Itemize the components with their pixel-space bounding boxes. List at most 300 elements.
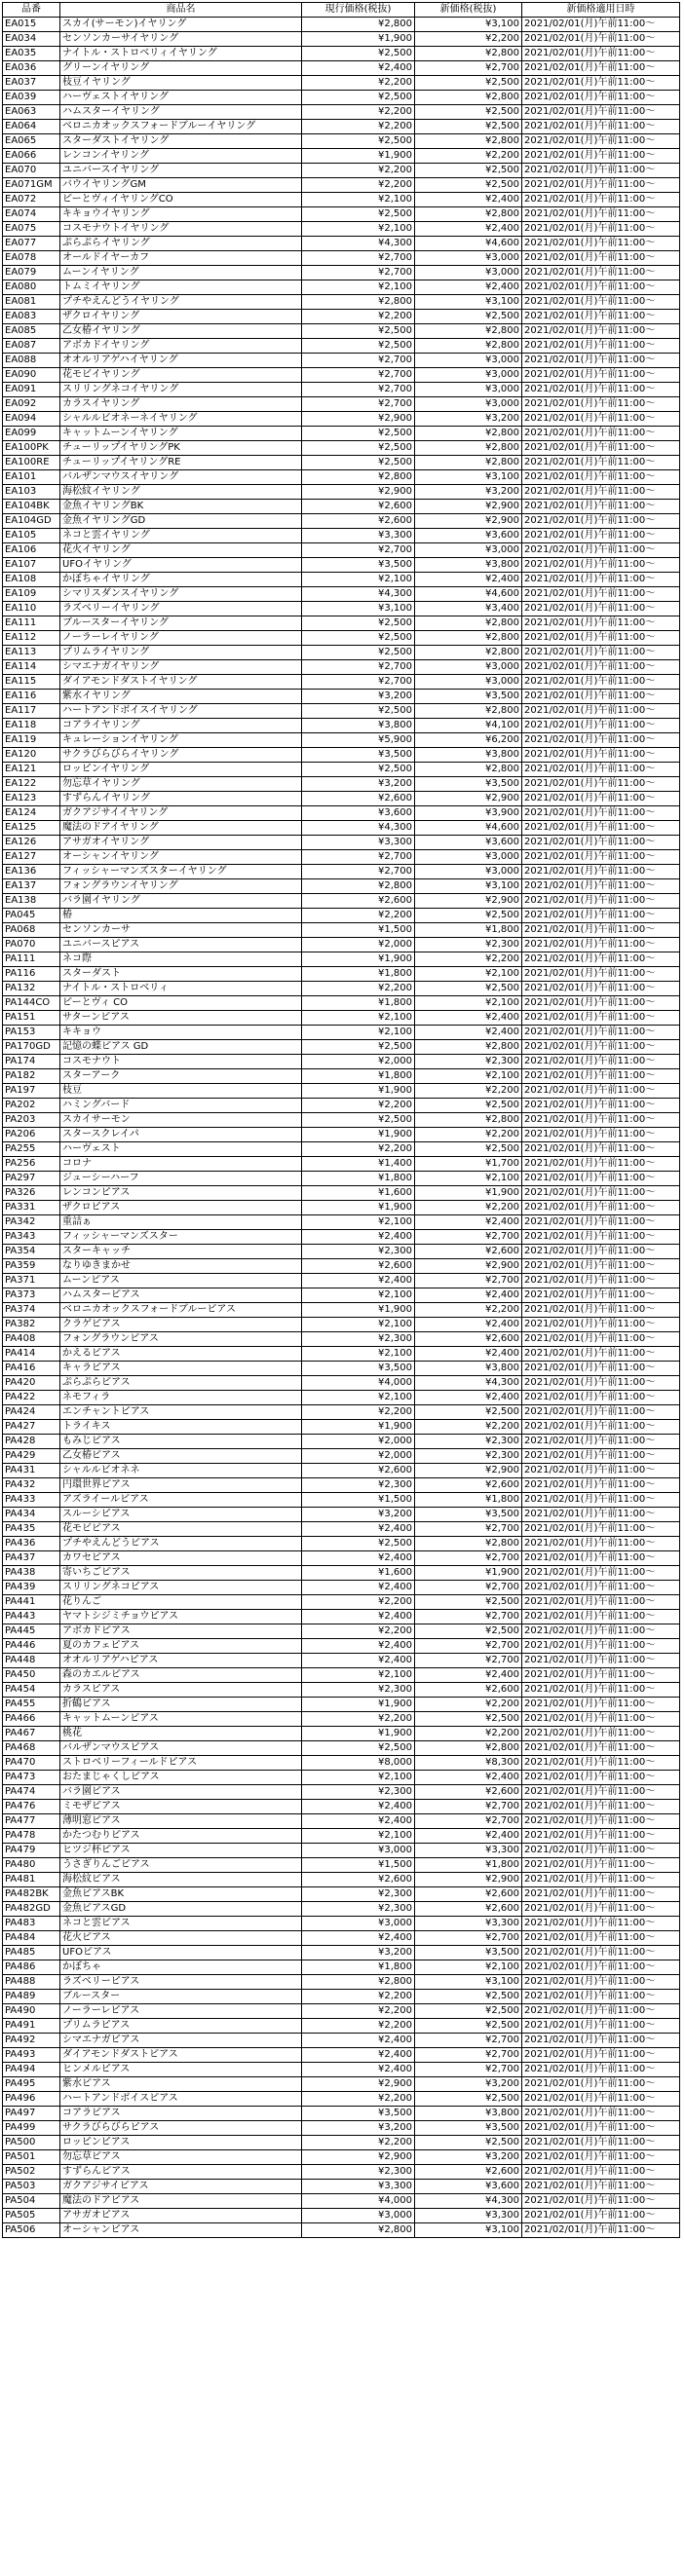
product-code: PA342	[3, 1215, 60, 1230]
new-price: ¥2,300	[415, 1055, 522, 1069]
current-price: ¥2,400	[302, 1814, 415, 1829]
new-price: ¥2,500	[415, 2136, 522, 2150]
product-code: PA326	[3, 1186, 60, 1201]
table-row	[3, 1303, 680, 1318]
effective-date: 2021/02/01(月)午前11:00～	[522, 631, 680, 646]
new-price: ¥3,200	[415, 2150, 522, 2165]
table-row	[3, 1814, 680, 1829]
table-row	[3, 894, 680, 909]
new-price: ¥2,700	[415, 2034, 522, 2048]
product-name: ハートアンドボイスピアス	[60, 2092, 302, 2107]
product-code: EA125	[3, 821, 60, 836]
product-name: バウイヤリングGM	[60, 178, 302, 193]
table-row	[3, 2063, 680, 2077]
new-price: ¥2,600	[415, 1902, 522, 1917]
product-name: 金魚ピアスBK	[60, 1887, 302, 1902]
product-name: フォングラウンイヤリング	[60, 879, 302, 894]
table-row	[3, 1975, 680, 1990]
product-name: スターダスト	[60, 967, 302, 982]
effective-date: 2021/02/01(月)午前11:00～	[522, 1113, 680, 1128]
table-row	[3, 1771, 680, 1785]
product-code: EA115	[3, 675, 60, 690]
product-name: コスモナウトイヤリング	[60, 222, 302, 237]
product-code: PA408	[3, 1332, 60, 1347]
product-code: EA114	[3, 660, 60, 675]
product-name: スターアーク	[60, 1069, 302, 1084]
current-price: ¥1,900	[302, 1727, 415, 1741]
product-name: センソンカーサ	[60, 923, 302, 938]
product-code: PA467	[3, 1727, 60, 1741]
product-name: ハートアンドボイスイヤリング	[60, 704, 302, 719]
new-price: ¥2,500	[415, 1405, 522, 1420]
table-row	[3, 1084, 680, 1099]
product-code: PA490	[3, 2004, 60, 2019]
new-price: ¥1,900	[415, 1566, 522, 1581]
effective-date: 2021/02/01(月)午前11:00～	[522, 251, 680, 266]
effective-date: 2021/02/01(月)午前11:00～	[522, 500, 680, 514]
new-price: ¥2,700	[415, 1230, 522, 1245]
effective-date: 2021/02/01(月)午前11:00～	[522, 383, 680, 397]
product-code: EA105	[3, 529, 60, 543]
current-price: ¥3,600	[302, 806, 415, 821]
product-name: ガクアジサイイヤリング	[60, 806, 302, 821]
new-price: ¥3,000	[415, 368, 522, 383]
product-name: ハミングバード	[60, 1099, 302, 1113]
current-price: ¥2,400	[302, 1522, 415, 1537]
new-price: ¥2,500	[415, 1099, 522, 1113]
table-row	[3, 1478, 680, 1493]
effective-date: 2021/02/01(月)午前11:00～	[522, 1391, 680, 1405]
new-price: ¥2,500	[415, 1624, 522, 1639]
new-price: ¥2,900	[415, 500, 522, 514]
effective-date: 2021/02/01(月)午前11:00～	[522, 573, 680, 587]
product-code: EA100RE	[3, 456, 60, 470]
new-price: ¥2,700	[415, 1581, 522, 1595]
effective-date: 2021/02/01(月)午前11:00～	[522, 485, 680, 500]
product-code: PA373	[3, 1288, 60, 1303]
effective-date: 2021/02/01(月)午前11:00～	[522, 193, 680, 207]
new-price: ¥2,500	[415, 164, 522, 178]
new-price: ¥2,400	[415, 1829, 522, 1844]
current-price: ¥2,300	[302, 1887, 415, 1902]
product-name: アボカドピアス	[60, 1624, 302, 1639]
new-price: ¥2,500	[415, 2092, 522, 2107]
current-price: ¥2,200	[302, 2004, 415, 2019]
effective-date: 2021/02/01(月)午前11:00～	[522, 923, 680, 938]
table-row	[3, 1917, 680, 1931]
current-price: ¥2,500	[302, 456, 415, 470]
new-price: ¥2,600	[415, 1887, 522, 1902]
new-price: ¥2,400	[415, 1288, 522, 1303]
product-name: 乙女椿イヤリング	[60, 324, 302, 339]
table-row	[3, 1405, 680, 1420]
product-name: うさぎりんごピアス	[60, 1858, 302, 1873]
effective-date: 2021/02/01(月)午前11:00～	[522, 1917, 680, 1931]
effective-date: 2021/02/01(月)午前11:00～	[522, 777, 680, 792]
table-row	[3, 1873, 680, 1887]
table-row	[3, 2107, 680, 2121]
new-price: ¥2,600	[415, 1683, 522, 1698]
table-row	[3, 938, 680, 952]
table-row	[3, 2194, 680, 2209]
effective-date: 2021/02/01(月)午前11:00～	[522, 1756, 680, 1771]
current-price: ¥2,100	[302, 1347, 415, 1362]
current-price: ¥2,500	[302, 1537, 415, 1551]
table-row	[3, 1727, 680, 1741]
header-effective-date: 新価格適用日時	[522, 3, 680, 18]
product-name: ザクロピアス	[60, 1201, 302, 1215]
table-row	[3, 368, 680, 383]
current-price: ¥2,300	[302, 2165, 415, 2180]
current-price: ¥2,500	[302, 207, 415, 222]
effective-date: 2021/02/01(月)午前11:00～	[522, 1230, 680, 1245]
effective-date: 2021/02/01(月)午前11:00～	[522, 266, 680, 280]
new-price: ¥2,600	[415, 1785, 522, 1800]
effective-date: 2021/02/01(月)午前11:00～	[522, 2063, 680, 2077]
new-price: ¥2,500	[415, 178, 522, 193]
current-price: ¥3,000	[302, 1917, 415, 1931]
new-price: ¥2,100	[415, 1172, 522, 1186]
effective-date: 2021/02/01(月)午前11:00～	[522, 2107, 680, 2121]
current-price: ¥2,200	[302, 1595, 415, 1610]
product-name: ナイトル・ストロベリィイヤリング	[60, 47, 302, 61]
new-price: ¥3,600	[415, 529, 522, 543]
product-code: PA502	[3, 2165, 60, 2180]
effective-date: 2021/02/01(月)午前11:00～	[522, 310, 680, 324]
effective-date: 2021/02/01(月)午前11:00～	[522, 2150, 680, 2165]
new-price: ¥2,600	[415, 1478, 522, 1493]
current-price: ¥4,300	[302, 587, 415, 602]
table-row	[3, 1960, 680, 1975]
current-price: ¥2,500	[302, 763, 415, 777]
product-code: PA197	[3, 1084, 60, 1099]
new-price: ¥3,000	[415, 660, 522, 675]
product-code: EA079	[3, 266, 60, 280]
current-price: ¥3,500	[302, 2107, 415, 2121]
table-row	[3, 149, 680, 164]
current-price: ¥2,100	[302, 280, 415, 295]
current-price: ¥2,700	[302, 397, 415, 412]
new-price: ¥3,000	[415, 543, 522, 558]
product-code: EA035	[3, 47, 60, 61]
table-row	[3, 1639, 680, 1654]
effective-date: 2021/02/01(月)午前11:00～	[522, 1084, 680, 1099]
effective-date: 2021/02/01(月)午前11:00～	[522, 2194, 680, 2209]
new-price: ¥4,600	[415, 587, 522, 602]
new-price: ¥3,000	[415, 266, 522, 280]
current-price: ¥3,200	[302, 2121, 415, 2136]
current-price: ¥5,900	[302, 733, 415, 748]
current-price: ¥2,000	[302, 1055, 415, 1069]
table-row	[3, 763, 680, 777]
table-row	[3, 76, 680, 91]
product-name: 勿忘草ピアス	[60, 2150, 302, 2165]
effective-date: 2021/02/01(月)午前11:00～	[522, 1960, 680, 1975]
product-code: PA486	[3, 1960, 60, 1975]
new-price: ¥2,200	[415, 952, 522, 967]
table-body	[3, 18, 680, 2238]
table-row	[3, 2136, 680, 2150]
new-price: ¥2,200	[415, 32, 522, 47]
effective-date: 2021/02/01(月)午前11:00～	[522, 1581, 680, 1595]
current-price: ¥2,400	[302, 1639, 415, 1654]
table-row	[3, 1946, 680, 1960]
new-price: ¥2,900	[415, 894, 522, 909]
product-code: EA034	[3, 32, 60, 47]
effective-date: 2021/02/01(月)午前11:00～	[522, 1668, 680, 1683]
product-code: EA092	[3, 397, 60, 412]
new-price: ¥1,800	[415, 1493, 522, 1508]
product-name: アサガオピアス	[60, 2209, 302, 2223]
product-name: シマリスダンスイヤリング	[60, 587, 302, 602]
product-name: スターダストイヤリング	[60, 134, 302, 149]
product-name: ラズベリーピアス	[60, 1975, 302, 1990]
table-row	[3, 427, 680, 441]
table-row	[3, 266, 680, 280]
table-row	[3, 1172, 680, 1186]
effective-date: 2021/02/01(月)午前11:00～	[522, 1332, 680, 1347]
new-price: ¥2,200	[415, 1201, 522, 1215]
current-price: ¥3,200	[302, 1508, 415, 1522]
effective-date: 2021/02/01(月)午前11:00～	[522, 1712, 680, 1727]
product-code: PA068	[3, 923, 60, 938]
current-price: ¥2,200	[302, 2092, 415, 2107]
product-name: 海松紋イヤリング	[60, 485, 302, 500]
product-code: EA036	[3, 61, 60, 76]
product-code: PA495	[3, 2077, 60, 2092]
table-row	[3, 675, 680, 690]
effective-date: 2021/02/01(月)午前11:00～	[522, 1551, 680, 1566]
effective-date: 2021/02/01(月)午前11:00～	[522, 1829, 680, 1844]
current-price: ¥2,700	[302, 865, 415, 879]
current-price: ¥2,200	[302, 1142, 415, 1157]
product-code: PA144CO	[3, 996, 60, 1011]
product-code: PA153	[3, 1026, 60, 1040]
current-price: ¥2,400	[302, 1230, 415, 1245]
effective-date: 2021/02/01(月)午前11:00～	[522, 2092, 680, 2107]
new-price: ¥2,400	[415, 1668, 522, 1683]
product-code: EA110	[3, 602, 60, 616]
current-price: ¥2,500	[302, 324, 415, 339]
current-price: ¥1,900	[302, 1420, 415, 1435]
new-price: ¥2,400	[415, 1771, 522, 1785]
product-code: PA371	[3, 1274, 60, 1288]
current-price: ¥2,200	[302, 2019, 415, 2034]
product-name: ネモフィラ	[60, 1391, 302, 1405]
product-code: PA439	[3, 1581, 60, 1595]
new-price: ¥2,400	[415, 222, 522, 237]
new-price: ¥4,100	[415, 719, 522, 733]
new-price: ¥3,800	[415, 2107, 522, 2121]
product-name: シャルルビオネネ	[60, 1464, 302, 1478]
current-price: ¥1,900	[302, 1698, 415, 1712]
product-name: 森のカエルピアス	[60, 1668, 302, 1683]
table-row	[3, 2223, 680, 2238]
new-price: ¥4,600	[415, 821, 522, 836]
effective-date: 2021/02/01(月)午前11:00～	[522, 967, 680, 982]
effective-date: 2021/02/01(月)午前11:00～	[522, 1376, 680, 1391]
current-price: ¥2,700	[302, 543, 415, 558]
new-price: ¥2,500	[415, 982, 522, 996]
effective-date: 2021/02/01(月)午前11:00～	[522, 1186, 680, 1201]
product-name: アボカドイヤリング	[60, 339, 302, 354]
new-price: ¥2,900	[415, 792, 522, 806]
product-name: アサガオイヤリング	[60, 836, 302, 850]
product-name: ぷらぷらピアス	[60, 1376, 302, 1391]
product-code: PA477	[3, 1814, 60, 1829]
product-code: PA506	[3, 2223, 60, 2238]
new-price: ¥2,400	[415, 1011, 522, 1026]
new-price: ¥3,900	[415, 806, 522, 821]
table-row	[3, 193, 680, 207]
new-price: ¥2,800	[415, 91, 522, 105]
product-code: EA072	[3, 193, 60, 207]
table-row	[3, 91, 680, 105]
product-code: PA354	[3, 1245, 60, 1259]
new-price: ¥3,000	[415, 850, 522, 865]
product-name: 枝豆イヤリング	[60, 76, 302, 91]
table-row	[3, 690, 680, 704]
product-name: ハムスターピアス	[60, 1288, 302, 1303]
product-name: すずらんイヤリング	[60, 792, 302, 806]
current-price: ¥2,400	[302, 2048, 415, 2063]
new-price: ¥2,500	[415, 909, 522, 923]
product-code: EA094	[3, 412, 60, 427]
new-price: ¥3,000	[415, 354, 522, 368]
product-code: PA494	[3, 2063, 60, 2077]
table-row	[3, 1420, 680, 1435]
table-row	[3, 529, 680, 543]
current-price: ¥2,600	[302, 894, 415, 909]
current-price: ¥2,400	[302, 61, 415, 76]
product-name: ユニバースイヤリング	[60, 164, 302, 178]
new-price: ¥2,400	[415, 1026, 522, 1040]
current-price: ¥2,800	[302, 2223, 415, 2238]
current-price: ¥2,500	[302, 91, 415, 105]
product-code: PA441	[3, 1595, 60, 1610]
new-price: ¥3,500	[415, 777, 522, 792]
product-name: トライキス	[60, 1420, 302, 1435]
current-price: ¥2,100	[302, 1215, 415, 1230]
header-row	[3, 3, 680, 18]
product-name: キュレーションイヤリング	[60, 733, 302, 748]
current-price: ¥2,200	[302, 1712, 415, 1727]
current-price: ¥2,700	[302, 383, 415, 397]
new-price: ¥2,500	[415, 105, 522, 120]
product-code: EA064	[3, 120, 60, 134]
product-name: ガクアジサイピアス	[60, 2180, 302, 2194]
product-code: PA501	[3, 2150, 60, 2165]
product-code: EA077	[3, 237, 60, 251]
new-price: ¥2,800	[415, 427, 522, 441]
current-price: ¥2,400	[302, 1610, 415, 1624]
table-row	[3, 821, 680, 836]
product-code: EA122	[3, 777, 60, 792]
current-price: ¥2,800	[302, 470, 415, 485]
product-name: レンコンピアス	[60, 1186, 302, 1201]
new-price: ¥3,000	[415, 865, 522, 879]
effective-date: 2021/02/01(月)午前11:00～	[522, 2165, 680, 2180]
new-price: ¥3,100	[415, 2223, 522, 2238]
product-name: ヒツジ杯ピアス	[60, 1844, 302, 1858]
table-row	[3, 1741, 680, 1756]
table-row	[3, 967, 680, 982]
product-name: 金魚イヤリングBK	[60, 500, 302, 514]
table-row	[3, 602, 680, 616]
current-price: ¥2,400	[302, 1581, 415, 1595]
effective-date: 2021/02/01(月)午前11:00～	[522, 1011, 680, 1026]
product-code: PA454	[3, 1683, 60, 1698]
product-code: PA473	[3, 1771, 60, 1785]
product-code: PA420	[3, 1376, 60, 1391]
current-price: ¥8,000	[302, 1756, 415, 1771]
current-price: ¥3,000	[302, 2209, 415, 2223]
product-name: ヒンメルピアス	[60, 2063, 302, 2077]
product-name: 魔法のドアピアス	[60, 2194, 302, 2209]
effective-date: 2021/02/01(月)午前11:00～	[522, 763, 680, 777]
product-code: PA466	[3, 1712, 60, 1727]
table-row	[3, 2004, 680, 2019]
effective-date: 2021/02/01(月)午前11:00～	[522, 1683, 680, 1698]
current-price: ¥2,700	[302, 660, 415, 675]
new-price: ¥2,400	[415, 1318, 522, 1332]
table-row	[3, 777, 680, 792]
product-code: PA374	[3, 1303, 60, 1318]
new-price: ¥2,600	[415, 2165, 522, 2180]
new-price: ¥2,400	[415, 573, 522, 587]
effective-date: 2021/02/01(月)午前11:00～	[522, 2136, 680, 2150]
table-row	[3, 1844, 680, 1858]
effective-date: 2021/02/01(月)午前11:00～	[522, 646, 680, 660]
table-row	[3, 1522, 680, 1537]
new-price: ¥2,800	[415, 1741, 522, 1756]
current-price: ¥2,100	[302, 193, 415, 207]
product-code: EA074	[3, 207, 60, 222]
product-name: 海松紋ピアス	[60, 1873, 302, 1887]
table-row	[3, 412, 680, 427]
table-row	[3, 222, 680, 237]
current-price: ¥2,300	[302, 1683, 415, 1698]
effective-date: 2021/02/01(月)午前11:00～	[522, 324, 680, 339]
product-code: PA428	[3, 1435, 60, 1449]
effective-date: 2021/02/01(月)午前11:00～	[522, 2223, 680, 2238]
new-price: ¥2,500	[415, 76, 522, 91]
product-code: PA491	[3, 2019, 60, 2034]
new-price: ¥2,700	[415, 1931, 522, 1946]
product-name: ストロベリーフィールドピアス	[60, 1756, 302, 1771]
table-row	[3, 1508, 680, 1522]
current-price: ¥2,500	[302, 1113, 415, 1128]
effective-date: 2021/02/01(月)午前11:00～	[522, 996, 680, 1011]
product-code: PA489	[3, 1990, 60, 2004]
product-name: もみじピアス	[60, 1435, 302, 1449]
current-price: ¥2,400	[302, 1654, 415, 1668]
product-code: PA429	[3, 1449, 60, 1464]
product-code: PA436	[3, 1537, 60, 1551]
effective-date: 2021/02/01(月)午前11:00～	[522, 295, 680, 310]
effective-date: 2021/02/01(月)午前11:00～	[522, 354, 680, 368]
effective-date: 2021/02/01(月)午前11:00～	[522, 1215, 680, 1230]
effective-date: 2021/02/01(月)午前11:00～	[522, 1931, 680, 1946]
product-code: EA063	[3, 105, 60, 120]
effective-date: 2021/02/01(月)午前11:00～	[522, 456, 680, 470]
effective-date: 2021/02/01(月)午前11:00～	[522, 237, 680, 251]
product-code: PA433	[3, 1493, 60, 1508]
product-code: EA121	[3, 763, 60, 777]
new-price: ¥8,300	[415, 1756, 522, 1771]
effective-date: 2021/02/01(月)午前11:00～	[522, 733, 680, 748]
product-code: PA070	[3, 938, 60, 952]
